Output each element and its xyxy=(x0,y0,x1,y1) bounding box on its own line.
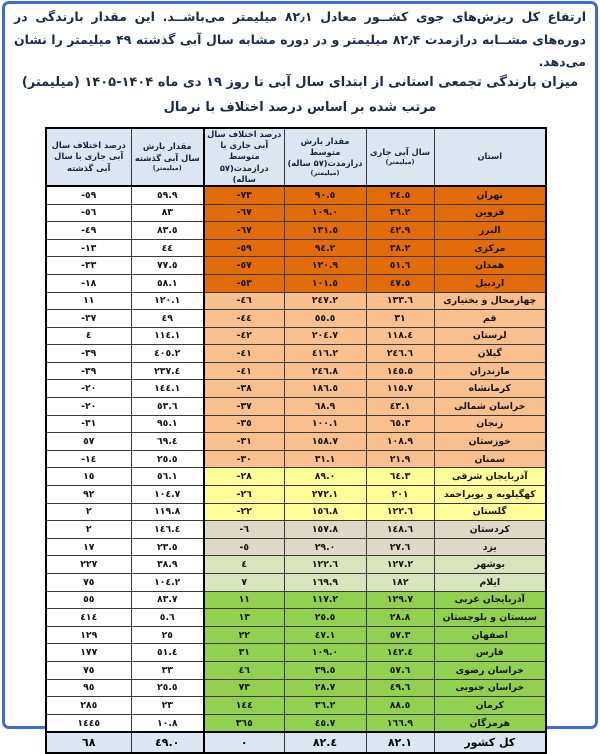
longterm-avg-value: ١٢٢.٦ xyxy=(284,556,366,574)
longterm-avg-value: ١٢٠.٩ xyxy=(284,257,366,275)
col-header-lastyear xyxy=(131,128,204,186)
table-footer xyxy=(46,732,546,753)
pct-diff-longterm-value: -٢٨ xyxy=(204,468,284,486)
total-label: کل کشور xyxy=(434,732,546,753)
table-row xyxy=(46,204,546,222)
longterm-avg-value: ٣٩.٥ xyxy=(284,661,366,679)
intro-number: ۸۲٫۱ xyxy=(284,9,313,24)
rainfall-table xyxy=(45,127,547,754)
province-name: سیستان و بلوچستان xyxy=(434,609,546,627)
total-lastyear: ٤٩.٠ xyxy=(131,732,204,753)
table-row xyxy=(46,450,546,468)
province-name: فارس xyxy=(434,644,546,662)
lastyear-value: ٤٤ xyxy=(131,239,204,257)
longterm-avg-value: ١٠١.٥ xyxy=(284,274,366,292)
table-row xyxy=(46,310,546,328)
pct-diff-longterm-value: -٦٧ xyxy=(204,222,284,240)
longterm-avg-value: ٤٥.٧ xyxy=(284,714,366,732)
table-row xyxy=(46,274,546,292)
pct-diff-lastyear-value: -٣٩ xyxy=(46,345,131,363)
current-year-value: ٥٧.٦ xyxy=(366,661,434,679)
province-name: کرمان xyxy=(434,697,546,715)
report-title-line1: میزان بارندگی تجمعی استانی از ابتدای سال آبی تا روز ۱۹ دی ماه ۱۴۰۴-۱۴۰۵ (میلیمتر) xyxy=(21,75,579,90)
pct-diff-longterm-value: ٢٢ xyxy=(204,626,284,644)
table-row xyxy=(46,222,546,240)
current-year-value: ١٤٨.٦ xyxy=(366,521,434,539)
table-row xyxy=(46,609,546,627)
lastyear-value: ٢٥.٥ xyxy=(131,450,204,468)
pct-diff-lastyear-value: ٩٥ xyxy=(46,679,131,697)
pct-diff-longterm-value: -٦ xyxy=(204,521,284,539)
table-row xyxy=(46,345,546,363)
pct-diff-longterm-value: ١٣ xyxy=(204,609,284,627)
intro-text: ارتفاع کل ریزش‌های جوی کشــور معادل xyxy=(312,9,587,24)
current-year-value: ١٦٦.٩ xyxy=(366,714,434,732)
current-year-value: ١٣٣.٦ xyxy=(366,292,434,310)
total-pct-diff-longterm: ٠ xyxy=(204,732,284,753)
table-row xyxy=(46,398,546,416)
pct-diff-lastyear-value: ٤١٤ xyxy=(46,609,131,627)
province-name: بوشهر xyxy=(434,556,546,574)
province-name: آذربایجان شرقی xyxy=(434,468,546,486)
pct-diff-longterm-value: ٧ xyxy=(204,574,284,592)
longterm-avg-value: ٢٥.٥ xyxy=(284,609,366,627)
longterm-avg-value: ٤٧.١ xyxy=(284,626,366,644)
intro-paragraph xyxy=(14,6,586,74)
current-year-value: ١٠٨.٩ xyxy=(366,433,434,451)
longterm-avg-value: ١٨٦.٥ xyxy=(284,380,366,398)
province-name: مرکزی xyxy=(434,239,546,257)
longterm-avg-value: ١٠٠.١ xyxy=(284,415,366,433)
current-year-value: ١٢٧.٢ xyxy=(366,556,434,574)
lastyear-value: ١٤٦.٤ xyxy=(131,521,204,539)
lastyear-value: ١٠٤.٢ xyxy=(131,574,204,592)
col-header-province: استان xyxy=(434,128,546,186)
col-header-pct-diff-lastyear-label: درصد اختلاف سال آبی جاری با سال آبی گذشته xyxy=(51,140,126,173)
pct-diff-longterm-value: -٣٥ xyxy=(204,415,284,433)
province-name: همدان xyxy=(434,257,546,275)
pct-diff-longterm-value: ١١ xyxy=(204,591,284,609)
lastyear-value: ١١٩.٨ xyxy=(131,503,204,521)
lastyear-value: ٢٣٧.٤ xyxy=(131,362,204,380)
table-row xyxy=(46,292,546,310)
province-name: کهگیلویه و بویراحمد xyxy=(434,486,546,504)
lastyear-value: ١٠.٨ xyxy=(131,714,204,732)
province-name: لرستان xyxy=(434,327,546,345)
pct-diff-lastyear-value: -٢٠ xyxy=(46,398,131,416)
province-name: مازندران xyxy=(434,362,546,380)
total-longterm-avg: ٨٢.٤ xyxy=(284,732,366,753)
longterm-avg-value: ٢٧٢.١ xyxy=(284,486,366,504)
col-header-longterm-avg-label: مقدار بارش متوسط درازمدت(۵۷ ساله) xyxy=(287,135,363,169)
pct-diff-longterm-value: -٤١ xyxy=(204,345,284,363)
province-name: چهارمحال و بختیاری xyxy=(434,292,546,310)
pct-diff-lastyear-value: ١٧ xyxy=(46,538,131,556)
pct-diff-lastyear-value: ٢٨٥ xyxy=(46,697,131,715)
col-header-lastyear-label: مقدار بارش سال آبی گذشته xyxy=(134,141,200,163)
pct-diff-longterm-value: -٥٣ xyxy=(204,274,284,292)
table-row xyxy=(46,574,546,592)
pct-diff-longterm-value: ٣١ xyxy=(204,644,284,662)
current-year-value: ٤٩.٦ xyxy=(366,679,434,697)
province-name: تهران xyxy=(434,186,546,204)
current-year-value: ٢٤٦.٦ xyxy=(366,345,434,363)
lastyear-value: ١٢٠.١ xyxy=(131,292,204,310)
longterm-avg-value: ١٠٩.٠ xyxy=(284,204,366,222)
longterm-avg-value: ١٠٩.٠ xyxy=(284,644,366,662)
pct-diff-lastyear-value: ١١ xyxy=(46,292,131,310)
current-year-value: ٥٧.٣ xyxy=(366,626,434,644)
pct-diff-lastyear-value: ٤ xyxy=(46,327,131,345)
longterm-avg-value: ١١٧.٢ xyxy=(284,591,366,609)
pct-diff-lastyear-value: ١٥ xyxy=(46,468,131,486)
pct-diff-lastyear-value: ١٤٤٥ xyxy=(46,714,131,732)
pct-diff-longterm-value: -٤٦ xyxy=(204,292,284,310)
lastyear-value: ٥٣.٦ xyxy=(131,398,204,416)
pct-diff-longterm-value: -٣٧ xyxy=(204,398,284,416)
pct-diff-longterm-value: -٣٨ xyxy=(204,380,284,398)
current-year-value: ١٨٢ xyxy=(366,574,434,592)
longterm-avg-value: ١٣١.٥ xyxy=(284,222,366,240)
longterm-avg-value: ٣١.١ xyxy=(284,450,366,468)
total-pct-diff-lastyear: ٦٨ xyxy=(46,732,131,753)
longterm-avg-value: ٢٠٤.٧ xyxy=(284,327,366,345)
province-name: یزد xyxy=(434,538,546,556)
lastyear-value: ٦٩.٤ xyxy=(131,433,204,451)
pct-diff-longterm-value: -٥٧ xyxy=(204,257,284,275)
longterm-avg-value: ٢٩.٠ xyxy=(284,538,366,556)
lastyear-value: ٧٧.٥ xyxy=(131,257,204,275)
table-row xyxy=(46,626,546,644)
longterm-avg-value: ٥٥.٥ xyxy=(284,310,366,328)
current-year-value: ٥١.٦ xyxy=(366,257,434,275)
lastyear-value: ٢٣.٥ xyxy=(131,538,204,556)
pct-diff-lastyear-value: ٢ xyxy=(46,521,131,539)
lastyear-value: ٥٦.١ xyxy=(131,468,204,486)
pct-diff-lastyear-value: ٧٥ xyxy=(46,574,131,592)
col-header-lastyear-unit: (میلیمتر) xyxy=(152,163,182,172)
longterm-avg-value: ١٥٨.٧ xyxy=(284,433,366,451)
province-name: البرز xyxy=(434,222,546,240)
pct-diff-lastyear-value: ٥٧ xyxy=(46,433,131,451)
table-row xyxy=(46,257,546,275)
current-year-value: ٢٨.٨ xyxy=(366,609,434,627)
province-name: گیلان xyxy=(434,345,546,363)
longterm-avg-value: ٦٨.٩ xyxy=(284,398,366,416)
table-body xyxy=(46,186,546,732)
pct-diff-lastyear-value: ١٧٧ xyxy=(46,644,131,662)
province-name: آذربایجان غربی xyxy=(434,591,546,609)
pct-diff-lastyear-value: ٩٢ xyxy=(46,486,131,504)
province-name: کرمانشاه xyxy=(434,380,546,398)
col-header-current-year-label: سال آبی جاری xyxy=(369,146,431,157)
table-header xyxy=(46,128,546,186)
current-year-value: ٤٧.٥ xyxy=(366,274,434,292)
current-year-value: ٣٨.٢ xyxy=(366,239,434,257)
current-year-value: ٦٤.٣ xyxy=(366,468,434,486)
current-year-value: ٢٧.٦ xyxy=(366,538,434,556)
table-row xyxy=(46,679,546,697)
longterm-avg-value: ٣٦.٢ xyxy=(284,697,366,715)
intro-text: میلیمتر و در دوره مشابه سال آبی گذشته xyxy=(131,31,393,47)
pct-diff-longterm-value: -٢٦ xyxy=(204,486,284,504)
current-year-value: ١٢٢.٦ xyxy=(366,503,434,521)
pct-diff-longterm-value: -٤٤ xyxy=(204,310,284,328)
table-row xyxy=(46,697,546,715)
table-row xyxy=(46,327,546,345)
pct-diff-longterm-value: -٢٢ xyxy=(204,503,284,521)
pct-diff-lastyear-value: -٣٩ xyxy=(46,362,131,380)
province-name: قزوین xyxy=(434,204,546,222)
pct-diff-longterm-value: -٦٧ xyxy=(204,204,284,222)
pct-diff-lastyear-value: -١٨ xyxy=(46,274,131,292)
intro-text: میلیمتر را نشان می‌دهد. xyxy=(14,31,586,69)
lastyear-value: ٥.٦ xyxy=(131,609,204,627)
intro-number: ۴۹ xyxy=(116,31,132,47)
total-current-year: ٨٢.١ xyxy=(366,732,434,753)
lastyear-value: ١١٤.١ xyxy=(131,327,204,345)
lastyear-value: ٥١.٤ xyxy=(131,644,204,662)
pct-diff-lastyear-value: -٣١ xyxy=(46,415,131,433)
longterm-avg-value: ١٥٧.٨ xyxy=(284,521,366,539)
pct-diff-lastyear-value: ٢ xyxy=(46,503,131,521)
col-header-pct-diff-longterm xyxy=(204,128,284,186)
current-year-value: ١٢٩.٧ xyxy=(366,591,434,609)
pct-diff-lastyear-value: -٥٩ xyxy=(46,186,131,204)
lastyear-value: ٨٣.٥ xyxy=(131,222,204,240)
pct-diff-lastyear-value: ٥٥ xyxy=(46,591,131,609)
pct-diff-longterm-value: ٣٦٥ xyxy=(204,714,284,732)
pct-diff-lastyear-value: -٣٣ xyxy=(46,257,131,275)
table-row xyxy=(46,468,546,486)
current-year-value: ١٤٢.٤ xyxy=(366,644,434,662)
lastyear-value: ٥٨.١ xyxy=(131,274,204,292)
table-row xyxy=(46,591,546,609)
pct-diff-longterm-value: -٥ xyxy=(204,538,284,556)
total-row xyxy=(46,732,546,753)
table-row xyxy=(46,486,546,504)
table-row xyxy=(46,556,546,574)
pct-diff-longterm-value: ٤ xyxy=(204,556,284,574)
current-year-value: ٤٣.١ xyxy=(366,398,434,416)
lastyear-value: ٥٩.٩ xyxy=(131,186,204,204)
longterm-avg-value: ٤١٦.٢ xyxy=(284,345,366,363)
col-header-longterm-avg-unit: (میلیمتر) xyxy=(310,169,340,178)
longterm-avg-value: ١٥٦.٨ xyxy=(284,503,366,521)
lastyear-value: ٩٥.١ xyxy=(131,415,204,433)
current-year-value: ٣١ xyxy=(366,310,434,328)
table-row xyxy=(46,380,546,398)
province-name: خوزستان xyxy=(434,433,546,451)
province-name: اردبیل xyxy=(434,274,546,292)
pct-diff-lastyear-value: ٢٢٧ xyxy=(46,556,131,574)
pct-diff-lastyear-value: ١٢٩ xyxy=(46,626,131,644)
current-year-value: ٢١.٩ xyxy=(366,450,434,468)
province-name: خراسان شمالی xyxy=(434,398,546,416)
col-header-longterm-avg xyxy=(284,128,366,186)
report-title xyxy=(0,70,600,120)
table-row xyxy=(46,538,546,556)
report-title-line2: مرتب شده بر اساس درصد اختلاف با نرمال xyxy=(163,100,437,115)
province-name: قم xyxy=(434,310,546,328)
province-name: اصفهان xyxy=(434,626,546,644)
province-name: هرمزگان xyxy=(434,714,546,732)
longterm-avg-value: ٩٠.٥ xyxy=(284,186,366,204)
current-year-value: ٣٦.٢ xyxy=(366,204,434,222)
province-name: گلستان xyxy=(434,503,546,521)
col-header-current-year xyxy=(366,128,434,186)
lastyear-value: ٨٣ xyxy=(131,204,204,222)
pct-diff-lastyear-value: -٢٠ xyxy=(46,380,131,398)
col-header-pct-diff-lastyear xyxy=(46,128,131,186)
current-year-value: ١١٥.٧ xyxy=(366,380,434,398)
lastyear-value: ٤٠٥.٢ xyxy=(131,345,204,363)
lastyear-value: ٤٩ xyxy=(131,310,204,328)
longterm-avg-value: ٢٤٦.٨ xyxy=(284,362,366,380)
lastyear-value: ٢٥.٥ xyxy=(131,679,204,697)
table-row xyxy=(46,239,546,257)
table-row xyxy=(46,186,546,204)
pct-diff-longterm-value: -٣١ xyxy=(204,433,284,451)
header-row xyxy=(46,128,546,186)
lastyear-value: ١٤٤.١ xyxy=(131,380,204,398)
pct-diff-longterm-value: -٤١ xyxy=(204,362,284,380)
table-row xyxy=(46,661,546,679)
pct-diff-longterm-value: ١٤٤ xyxy=(204,697,284,715)
current-year-value: ٦٥.٣ xyxy=(366,415,434,433)
lastyear-value: ٣٣ xyxy=(131,661,204,679)
pct-diff-lastyear-value: -١٣ xyxy=(46,239,131,257)
province-name: ایلام xyxy=(434,574,546,592)
longterm-avg-value: ٢٤٧.٢ xyxy=(284,292,366,310)
pct-diff-longterm-value: -٥٩ xyxy=(204,239,284,257)
table-row xyxy=(46,362,546,380)
lastyear-value: ٨٣.٧ xyxy=(131,591,204,609)
pct-diff-lastyear-value: -١٤ xyxy=(46,450,131,468)
pct-diff-longterm-value: ٧٣ xyxy=(204,679,284,697)
lastyear-value: ٣٨.٩ xyxy=(131,556,204,574)
current-year-value: ٢٤.٥ xyxy=(366,186,434,204)
province-name: زنجان xyxy=(434,415,546,433)
table-row xyxy=(46,503,546,521)
province-name: خراسان رضوی xyxy=(434,661,546,679)
longterm-avg-value: ٢٨.٧ xyxy=(284,679,366,697)
lastyear-value: ٢٣ xyxy=(131,697,204,715)
intro-text: میلیمتر می‌باشــد. این مقدار بارندگی در دوره‌های مشــابه درازمدت xyxy=(14,9,587,47)
col-header-current-year-unit: (میلیمتر) xyxy=(385,158,415,167)
longterm-avg-value: ٩٤.٢ xyxy=(284,239,366,257)
pct-diff-longterm-value: -٧٣ xyxy=(204,186,284,204)
pct-diff-longterm-value: ٤٦ xyxy=(204,661,284,679)
lastyear-value: ١٠٤.٧ xyxy=(131,486,204,504)
province-name: کردستان xyxy=(434,521,546,539)
col-header-pct-diff-longterm-label: درصد اختلاف سال آبی جاری با متوسط درازمدت(۵۷ ساله) xyxy=(207,129,282,184)
current-year-value: ٢٠١ xyxy=(366,486,434,504)
longterm-avg-value: ١٦٩.٩ xyxy=(284,574,366,592)
table-row xyxy=(46,415,546,433)
current-year-value: ١٤٥.٥ xyxy=(366,362,434,380)
pct-diff-lastyear-value: ٧٥ xyxy=(46,661,131,679)
table-row xyxy=(46,644,546,662)
pct-diff-longterm-value: -٤٢ xyxy=(204,327,284,345)
intro-number: ۸۲٫۴ xyxy=(392,31,421,47)
table-row xyxy=(46,433,546,451)
province-name: خراسان جنوبی xyxy=(434,679,546,697)
pct-diff-lastyear-value: -٤٩ xyxy=(46,222,131,240)
longterm-avg-value: ٨٩.٠ xyxy=(284,468,366,486)
pct-diff-lastyear-value: -٥٦ xyxy=(46,204,131,222)
pct-diff-longterm-value: -٣٠ xyxy=(204,450,284,468)
province-name: سمنان xyxy=(434,450,546,468)
table-row xyxy=(46,521,546,539)
current-year-value: ٤٢.٩ xyxy=(366,222,434,240)
lastyear-value: ٢٥ xyxy=(131,626,204,644)
current-year-value: ٨٨.٥ xyxy=(366,697,434,715)
pct-diff-lastyear-value: -٣٧ xyxy=(46,310,131,328)
current-year-value: ١١٨.٤ xyxy=(366,327,434,345)
